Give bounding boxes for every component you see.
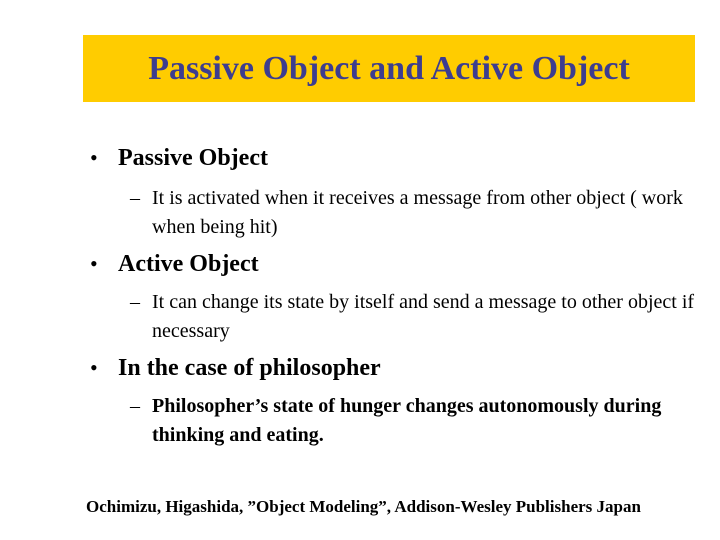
title-banner (83, 35, 695, 102)
bullet-marker: • (90, 355, 98, 380)
sub-bullet-philosopher (130, 392, 697, 450)
bullet-label: In the case of philosopher (118, 355, 381, 381)
sub-bullet-marker: – (130, 395, 140, 417)
sub-bullet-active-object (130, 288, 697, 346)
sub-bullet-text: It can change its state by itself and send a message to other object if necessary (152, 291, 695, 342)
bullet-label: Active Object (118, 251, 259, 277)
sub-bullet-marker: – (130, 291, 140, 313)
sub-bullet-text: It is activated when it receives a message from other object ( work when being hit) (152, 187, 683, 238)
sub-bullet-passive-object (130, 184, 697, 242)
slide-title: Passive Object and Active Object (148, 49, 630, 87)
bullet-label: Passive Object (118, 145, 268, 171)
sub-bullet-marker: – (130, 187, 140, 209)
bullet-marker: • (90, 251, 98, 276)
bullet-philosopher (90, 355, 381, 382)
sub-bullet-text: Philosopher’s state of hunger changes autonomously during thinking and eating. (152, 395, 662, 446)
bullet-active-object (90, 251, 259, 278)
bullet-passive-object (90, 145, 268, 172)
bullet-marker: • (90, 145, 98, 170)
footer-citation: Ochimizu, Higashida, ”Object Modeling”, Addison-Wesley Publishers Japan (86, 497, 641, 516)
